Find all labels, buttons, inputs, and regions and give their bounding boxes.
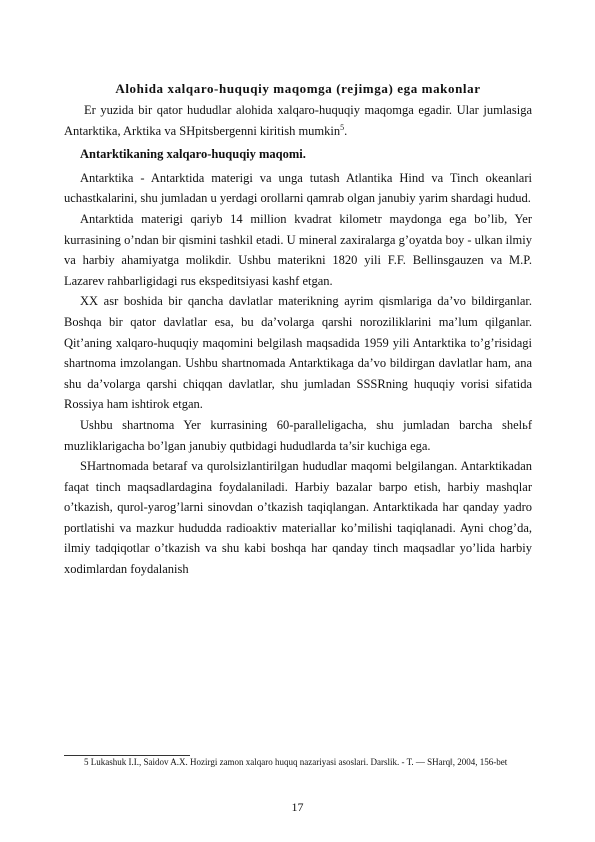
footnote: 5 Lukashuk I.I., Saidov A.X. Hozirgi zamon xalqaro huquq nazariyasi asoslari. Darslik. - T. — SHarq‖, 2004, 156-bet: [84, 757, 508, 767]
subheading: Antarktikaning xalqaro-huquqiy maqomi.: [80, 147, 306, 162]
page-number: 17: [291, 800, 304, 814]
section-heading: Alohida xalqaro-huquqiy maqomga (rejimga) ega makonlar: [115, 81, 481, 96]
paragraph-scope: Ushbu shartnoma Yer kurrasining 60-paralleligacha, shu jumladan barcha shelьf muzliklarigacha bo’lgan janubiy qutbidagi hududlarda ta’sir kuchiga ega.: [64, 417, 532, 453]
paragraph-claims: XX asr boshida bir qancha davlatlar materikning ayrim qismlariga da’vo bildirganlar. Boshqa bir qator davlatlar esa, bu da’volarga qarshi noroziliklarini ma’lum qilganlar. Qit’aning xalqaro-huquqiy maqomini belgilash maqsadida 1959 yili Antarktika to’g’risidagi shartnoma imzolangan. Ushbu shartnomada Antarktikaga da’vo bildirgan davlatlar ham, ana shu da’volarga qarshi chiqqan davlatlar, shu jumladan SSSRning huquqiy vorisi sifatida Rossiya ham ishtirok etgan.: [64, 294, 532, 412]
paragraph-demilitarized: SHartnomada betaraf va qurolsizlantirilgan hududlar maqomi belgilangan. Antarktikadan faqat tinch maqsadlardagina foydalaniladi. Harbiy bazalar barpo etish, harbiy mashqlar o’tkazish, qurol-yarog’larni sinovdan o’tkazish taqiqlangan. Antarktikada har qanday yadro portlatishi va mazkur hududda radioaktiv materiallar ko’milishi taqiqlanadi. Ayni chog’da, ilmiy tadqiqotlar o’tkazish va shu kabi boshqa har qanday tinch maqsadlar yo’lida harbiy xodimlardan foydalanish: [64, 459, 532, 577]
intro-text: Er yuzida bir qator hududlar alohida xalqaro-huquqiy maqomga egadir. Ular jumlasiga Antarktika, Arktika va SHpitsbergenni kiritish mumkin: [64, 103, 532, 138]
intro-end: .: [344, 123, 348, 138]
paragraph-continent: Antarktida materigi qariyb 14 million kvadrat kilometr maydonga ega bo’lib, Yer kurrasining o’ndan bir qismini tashkil etadi. U mineral zaxiralarga g’oyatda boy - ulkan ilmiy va harbiy ahamiyatga molikdir. Ushbu materikni 1820 yili F.F. Bellinsgauzen va M.P. Lazarev rahbarligidagi rus ekspeditsiyasi kashf etgan.: [64, 211, 532, 288]
paragraph-definition: Antarktika - Antarktida materigi va unga tutash Atlantika Hind va Tinch okeanlari uchastkalarini, shu jumladan u yerdagi orollarni qamrab olgan janubiy yarim shardagi hudud.: [64, 170, 532, 206]
footnote-reference[interactable]: 5: [340, 122, 345, 132]
body-text: [64, 100, 532, 580]
intro-paragraph: [64, 100, 532, 141]
footnote-divider: [64, 755, 190, 756]
